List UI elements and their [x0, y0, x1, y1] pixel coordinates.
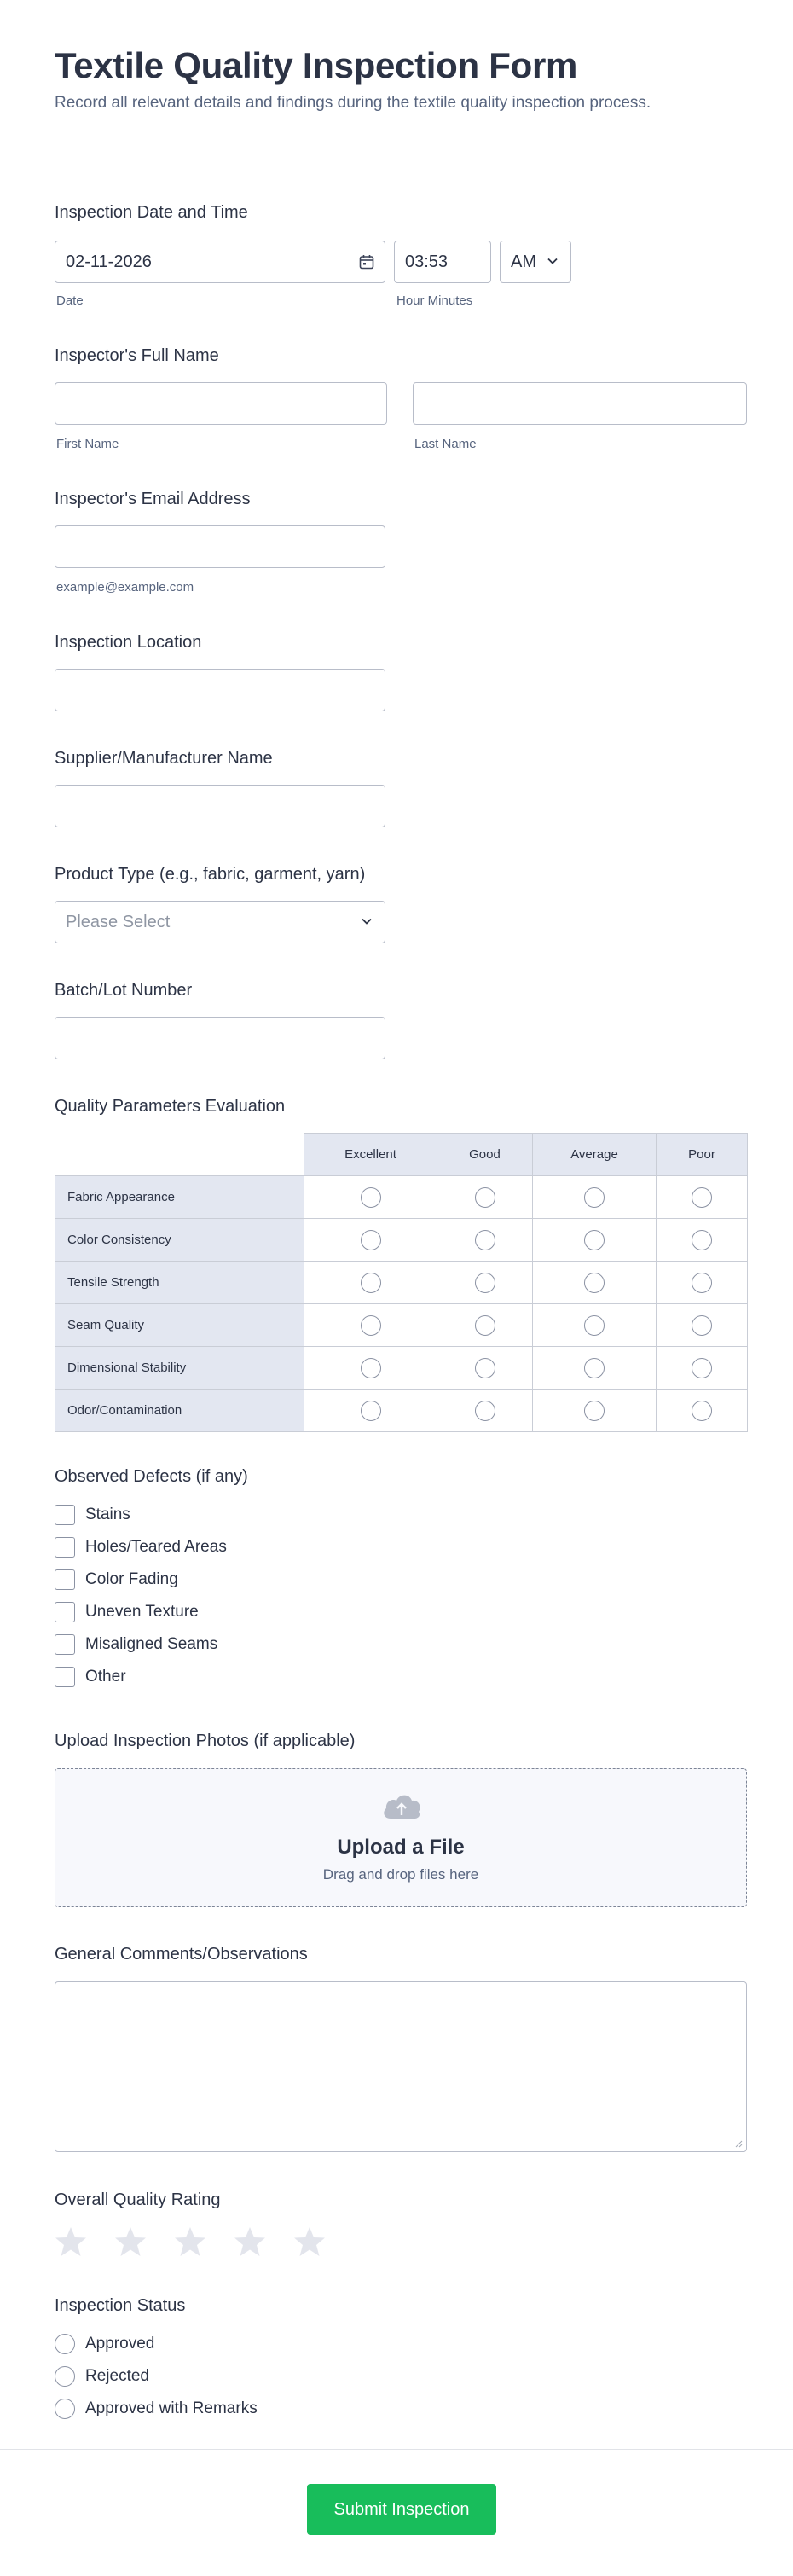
matrix-col-header: Average: [533, 1134, 657, 1176]
matrix-row-label: Fabric Appearance: [55, 1176, 304, 1219]
ampm-select[interactable]: AM: [500, 241, 571, 283]
checkbox[interactable]: [55, 1602, 75, 1622]
calendar-icon[interactable]: [359, 254, 374, 270]
matrix-row: [55, 1262, 748, 1304]
status-option[interactable]: Rejected: [55, 2365, 149, 2387]
matrix-label: Quality Parameters Evaluation: [55, 1097, 286, 1116]
star-icon[interactable]: [114, 2226, 147, 2257]
matrix-corner: [55, 1134, 304, 1176]
matrix-radio[interactable]: [475, 1273, 495, 1293]
last-name-sublabel: Last Name: [414, 437, 477, 451]
matrix-row: [55, 1347, 748, 1390]
product-type-label: Product Type (e.g., fabric, garment, yarn): [55, 865, 366, 884]
email-sublabel: example@example.com: [56, 580, 194, 595]
defect-option[interactable]: Other: [55, 1666, 126, 1688]
comments-textarea[interactable]: [55, 1981, 747, 2152]
defect-option[interactable]: Color Fading: [55, 1569, 178, 1591]
matrix-radio[interactable]: [692, 1315, 712, 1336]
last-name-input[interactable]: [413, 382, 747, 425]
matrix-radio[interactable]: [692, 1230, 712, 1250]
star-rating: [55, 2226, 326, 2257]
matrix-radio[interactable]: [361, 1187, 381, 1208]
matrix-radio[interactable]: [361, 1273, 381, 1293]
matrix-col-header: Poor: [657, 1134, 748, 1176]
form-title: Textile Quality Inspection Form: [55, 45, 578, 85]
matrix-radio[interactable]: [584, 1358, 605, 1378]
time-sublabel: Hour Minutes: [396, 293, 473, 308]
matrix-radio[interactable]: [692, 1273, 712, 1293]
upload-hint: Drag and drop files here: [322, 1866, 479, 1883]
location-label: Inspection Location: [55, 633, 202, 652]
upload-label: Upload Inspection Photos (if applicable): [55, 1732, 356, 1750]
defect-option[interactable]: Misaligned Seams: [55, 1633, 217, 1656]
first-name-sublabel: First Name: [56, 437, 119, 451]
matrix-radio[interactable]: [584, 1187, 605, 1208]
matrix-row: [55, 1390, 748, 1432]
chevron-down-icon: [547, 255, 559, 267]
radio-button[interactable]: [55, 2399, 75, 2419]
matrix-radio[interactable]: [584, 1401, 605, 1421]
radio-button[interactable]: [55, 2366, 75, 2387]
defect-option[interactable]: Holes/Teared Areas: [55, 1536, 227, 1558]
defects-label: Observed Defects (if any): [55, 1467, 248, 1486]
quality-matrix: [55, 1133, 748, 1432]
name-label: Inspector's Full Name: [55, 346, 219, 365]
form-footer: [0, 2449, 793, 2576]
supplier-label: Supplier/Manufacturer Name: [55, 749, 273, 768]
matrix-radio[interactable]: [692, 1358, 712, 1378]
batch-label: Batch/Lot Number: [55, 981, 193, 1000]
location-input[interactable]: [55, 669, 385, 711]
matrix-radio[interactable]: [475, 1401, 495, 1421]
matrix-row-label: Color Consistency: [55, 1219, 304, 1262]
checkbox[interactable]: [55, 1667, 75, 1687]
star-icon[interactable]: [293, 2226, 326, 2257]
batch-input[interactable]: [55, 1017, 385, 1059]
defect-option[interactable]: Stains: [55, 1504, 130, 1526]
matrix-col-header: Good: [437, 1134, 533, 1176]
product-type-select[interactable]: Please Select: [55, 901, 385, 943]
matrix-radio[interactable]: [361, 1315, 381, 1336]
email-label: Inspector's Email Address: [55, 490, 251, 508]
checkbox[interactable]: [55, 1634, 75, 1655]
checkbox[interactable]: [55, 1569, 75, 1590]
checkbox[interactable]: [55, 1537, 75, 1558]
star-icon[interactable]: [174, 2226, 206, 2257]
form-subtitle: Record all relevant details and findings during the textile quality inspection process.: [55, 94, 651, 112]
star-icon[interactable]: [55, 2226, 87, 2257]
form-header: [0, 0, 793, 160]
matrix-row-label: Dimensional Stability: [55, 1347, 304, 1390]
datetime-label: Inspection Date and Time: [55, 203, 248, 222]
chevron-down-icon: [361, 915, 373, 927]
matrix-radio[interactable]: [584, 1315, 605, 1336]
matrix-radio[interactable]: [361, 1401, 381, 1421]
supplier-input[interactable]: [55, 785, 385, 827]
status-option[interactable]: Approved with Remarks: [55, 2398, 258, 2420]
matrix-col-header: Excellent: [304, 1134, 437, 1176]
matrix-row: [55, 1176, 748, 1219]
status-option[interactable]: Approved: [55, 2333, 154, 2355]
resize-handle-icon[interactable]: [734, 2139, 743, 2148]
rating-label: Overall Quality Rating: [55, 2190, 221, 2209]
submit-button[interactable]: Submit Inspection: [307, 2484, 496, 2535]
file-upload-dropzone[interactable]: [55, 1768, 747, 1907]
matrix-radio[interactable]: [584, 1230, 605, 1250]
matrix-row-label: Seam Quality: [55, 1304, 304, 1347]
date-input[interactable]: 02-11-2026: [55, 241, 385, 283]
matrix-radio[interactable]: [475, 1187, 495, 1208]
matrix-radio[interactable]: [475, 1358, 495, 1378]
matrix-radio[interactable]: [475, 1315, 495, 1336]
defect-option[interactable]: Uneven Texture: [55, 1601, 199, 1623]
matrix-row: [55, 1219, 748, 1262]
matrix-radio[interactable]: [361, 1358, 381, 1378]
matrix-row: [55, 1304, 748, 1347]
matrix-radio[interactable]: [475, 1230, 495, 1250]
matrix-radio[interactable]: [692, 1187, 712, 1208]
matrix-row-label: Odor/Contamination: [55, 1390, 304, 1432]
matrix-row-label: Tensile Strength: [55, 1262, 304, 1304]
time-input[interactable]: 03:53: [394, 241, 491, 283]
email-input[interactable]: [55, 525, 385, 568]
upload-title: Upload a File: [337, 1836, 465, 1859]
date-sublabel: Date: [56, 293, 84, 308]
matrix-radio[interactable]: [692, 1401, 712, 1421]
status-label: Inspection Status: [55, 2296, 186, 2315]
matrix-radio[interactable]: [361, 1230, 381, 1250]
first-name-input[interactable]: [55, 382, 387, 425]
comments-label: General Comments/Observations: [55, 1945, 308, 1964]
matrix-radio[interactable]: [584, 1273, 605, 1293]
radio-button[interactable]: [55, 2334, 75, 2354]
checkbox[interactable]: [55, 1505, 75, 1525]
star-icon[interactable]: [234, 2226, 266, 2257]
cloud-upload-icon: [380, 1790, 423, 1822]
